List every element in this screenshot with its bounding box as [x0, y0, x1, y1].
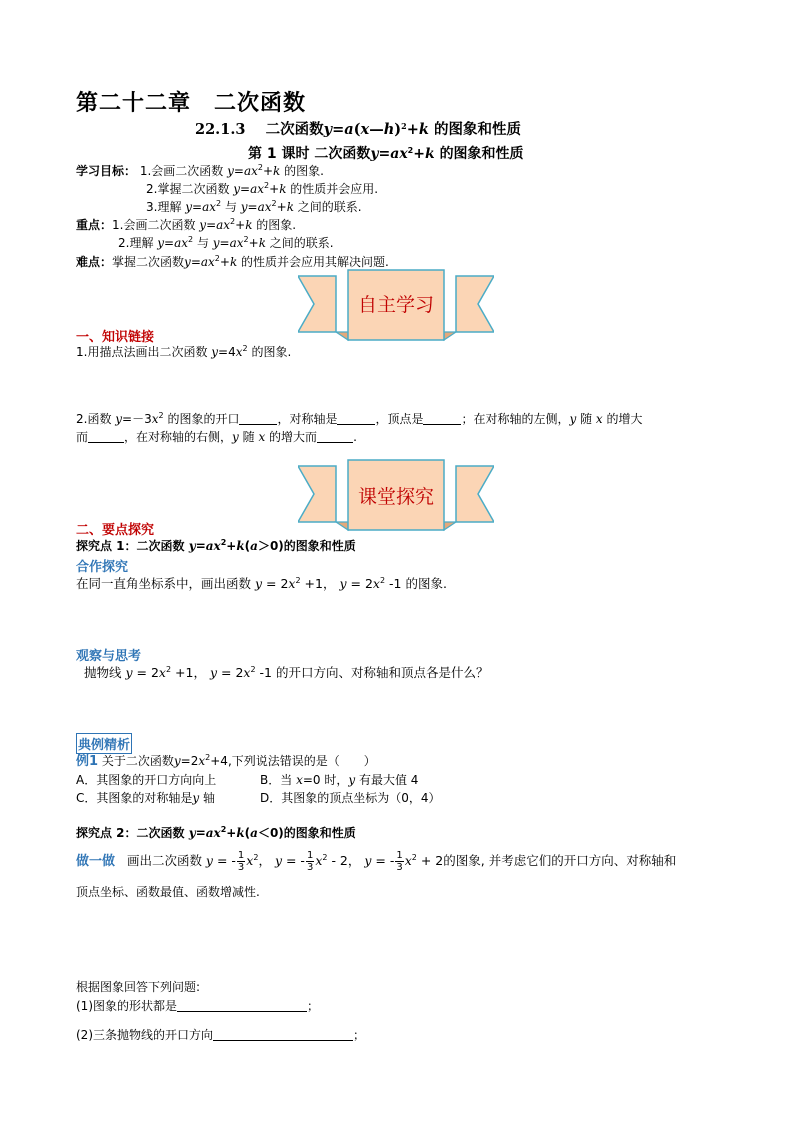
difficulty-label: 难点： [76, 255, 113, 269]
q2-b: ，对称轴是 [277, 412, 338, 426]
observe-post: 的开口方向、对称轴和顶点各是什么？ [272, 665, 489, 680]
observe-mid: ， [193, 665, 206, 680]
blank-opening[interactable] [239, 412, 277, 425]
q2-l2c: 随 [238, 430, 259, 444]
banner-1-label: 自主学习 [357, 294, 434, 316]
try-it-line1: 做一做 画出二次函数 y = - $\frac{1}{3}$ $x^2$， y = - $\frac{1}{3}$ $x^2 - 2$， y = - $\frac{1}{3}$ $x^2 + 2$的图象, 并考虑它们的开口方向、对称轴和 [76, 850, 677, 873]
q2-pre: 2.函数 [76, 412, 116, 426]
coop-text-mid: ， [322, 576, 336, 591]
blank-axis[interactable] [337, 412, 375, 425]
q2-f: 的增大 [602, 412, 643, 426]
example-option-d: D．其图象的顶点坐标为（0，4） [260, 791, 441, 805]
part2-title: 二、要点探究 [76, 523, 155, 538]
explore-2-tail: 0)的图象和性质 [269, 826, 356, 840]
difficulty: 难点：掌握二次函数$y=ax^2+k$ 的性质并会应用其解决问题. [76, 254, 389, 269]
question-2-line1: 2.函数 $y=-3x^2$ 的图象的开口 ，对称轴是 ，顶点是 ；在对称轴的左侧，y 随 x 的增大 [76, 411, 643, 426]
blank-right-trend[interactable] [317, 430, 353, 443]
difficulty-post: 的性质并会应用其解决问题. [237, 255, 389, 269]
fraction-one-third: $\frac{1}{3}$ [237, 850, 245, 873]
part1-title: 一、知识链接 [76, 330, 155, 345]
coop-text: 在同一直角坐标系中，画出函数 $y = 2x^2 +1$， $y = 2x^2$ -1 的图象. [76, 576, 447, 591]
explore-1-pre: 探究点 1：二次函数 [76, 539, 189, 553]
fraction-one-third: $\frac{1}{3}$ [306, 850, 314, 873]
observe-pre: 抛物线 [84, 665, 126, 680]
q2-d: ；在对称轴的左侧， [461, 412, 570, 426]
objectives-label: 学习目标： [76, 164, 137, 178]
objective-3-post: 之间的联系. [293, 200, 362, 214]
keypoints-label: 重点： [76, 218, 113, 232]
example-option-b: B．当 x=0 时，y 有最大值 4 [260, 773, 419, 787]
q2-l2a: 而 [76, 430, 89, 444]
lesson-title-post: 的图象和性质 [439, 146, 524, 162]
explore-2-post: ( [244, 826, 251, 840]
answer-1 [76, 998, 319, 1014]
question-1: 1.用描点法画出二次函数 $y=4x^2$ 的图象. [76, 344, 292, 359]
coop-text-post: 的图象. [401, 576, 447, 591]
example-option-a: A．其图象的开口方向向上 [76, 773, 217, 787]
objective-2-post: 的性质并会应用. [286, 182, 379, 196]
observe-title: 观察与思考 [76, 649, 142, 664]
q2-l2d: 的增大而 [265, 430, 318, 444]
objective-1-pre: 1.会画二次函数 [139, 164, 228, 178]
lesson-title-pre: 第 1 课时 二次函数 [248, 146, 371, 162]
keypoint-2-pre: 2.理解 [118, 236, 158, 250]
try-it-label: 做一做 [76, 854, 116, 869]
example-label: 例1 [76, 754, 99, 769]
option-c-post: 轴 [199, 791, 215, 805]
objective-3: 3.理解 $y=ax^2$ 与 $y=ax^2+k$ 之间的联系. [146, 199, 362, 214]
fraction-one-third: $\frac{1}{3}$ [396, 850, 403, 873]
objective-2-pre: 2.掌握二次函数 [146, 182, 234, 196]
option-b-pre: B．当 [260, 773, 297, 787]
example-stem: 例1 关于二次函数$y=2x^2+4$,下列说法错误的是（ ） [76, 753, 376, 769]
try-it-post: 的图象, 并考虑它们的开口方向、对称轴和 [443, 853, 677, 868]
difficulty-pre: 掌握二次函数 [112, 255, 185, 269]
option-b-tail: 有最大值 4 [355, 773, 419, 787]
explore-2-title: 探究点 2：二次函数 $y=ax^2+k(a<0)$的图象和性质 [76, 825, 356, 840]
q2-c: ，顶点是 [375, 412, 424, 426]
section-title-pre: 二次函数 [265, 122, 324, 138]
keypoint-2-post: 之间的联系. [265, 236, 334, 250]
keypoint-1-pre: 1.会画二次函数 [112, 218, 200, 232]
example-option-c: C．其图象的对称轴是y 轴 [76, 791, 215, 805]
answer-intro: 根据图象回答下列问题: [76, 980, 201, 994]
answer-2-semicolon: ； [353, 1028, 366, 1042]
explore-1-title: 探究点 1：二次函数 $y=ax^2+k(a>0)$的图象和性质 [76, 538, 356, 553]
keypoint-2: 2.理解 $y=ax^2$ 与 $y=ax^2+k$ 之间的联系. [118, 235, 334, 250]
answer-2-text: (2)三条抛物线的开口方向 [76, 1028, 213, 1042]
explore-1-tail: 0)的图象和性质 [269, 539, 356, 553]
section-title-post: 的图象和性质 [433, 122, 521, 138]
coop-title: 合作探究 [76, 560, 129, 575]
coop-text-pre: 在同一直角坐标系中，画出函数 [76, 576, 255, 591]
section-title: 22.1.3 二次函数y=a(x—h)$^2$+k 的图象和性质 [195, 121, 521, 138]
keypoint-2-mid: 与 [193, 236, 213, 250]
option-c-pre: C．其图象的对称轴是 [76, 791, 193, 805]
explore-2-pre: 探究点 2：二次函数 [76, 826, 189, 840]
blank-opening-direction[interactable] [213, 1028, 353, 1041]
blank-vertex[interactable] [423, 412, 461, 425]
answer-1-text: (1)图象的形状都是 [76, 999, 177, 1013]
q2-e: 随 [576, 412, 596, 426]
observe-text: 抛物线 $y = 2x^2 +1$， $y = 2x^2$ -1 的开口方向、对称轴和顶点各是什么？ [84, 665, 489, 680]
try-it-line2: 顶点坐标、函数最值、函数增减性. [76, 885, 260, 899]
q2-end: . [353, 430, 357, 444]
option-b-post: 时， [320, 773, 349, 787]
keypoint-1: 重点：1.会画二次函数 $y=ax^2+k$ 的图象. [76, 217, 297, 232]
chapter-title: 第二十二章 二次函数 [76, 91, 307, 116]
example-box-label: 典例精析 [76, 733, 132, 754]
q2-a: 的图象的开口 [163, 412, 240, 426]
objective-3-pre: 3.理解 [146, 200, 186, 214]
keypoint-1-post: 的图象. [252, 218, 297, 232]
objective-3-mid: 与 [221, 200, 241, 214]
q2-l2b: ，在对称轴的右侧， [124, 430, 233, 444]
objective-1: 学习目标： 1.会画二次函数 $y=ax^2+k$ 的图象. [76, 163, 324, 178]
answer-2 [76, 1027, 365, 1043]
banner-2-label: 课堂探究 [357, 486, 434, 508]
lesson-title: 第 1 课时 二次函数$y=ax^2+k$ 的图象和性质 [248, 146, 524, 162]
try-it-pre: 画出二次函数 [126, 853, 206, 868]
objective-1-post: 的图象. [280, 164, 324, 178]
example-stem-post: ,下列说法错误的是（ ） [227, 754, 376, 768]
question-1-post: 的图象. [247, 345, 292, 359]
question-1-pre: 1.用描点法画出二次函数 [76, 345, 212, 359]
blank-shape[interactable] [177, 999, 307, 1012]
blank-left-trend[interactable] [88, 430, 124, 443]
explore-1-post: ( [244, 539, 251, 553]
section-number: 22.1.3 [195, 121, 246, 138]
answer-1-semicolon: ； [307, 999, 320, 1013]
example-stem-pre: 关于二次函数 [98, 754, 174, 768]
question-2-line2: 而 ，在对称轴的右侧，y 随 x 的增大而 . [76, 430, 357, 444]
objective-2: 2.掌握二次函数 $y=ax^2+k$ 的性质并会应用. [146, 181, 379, 196]
